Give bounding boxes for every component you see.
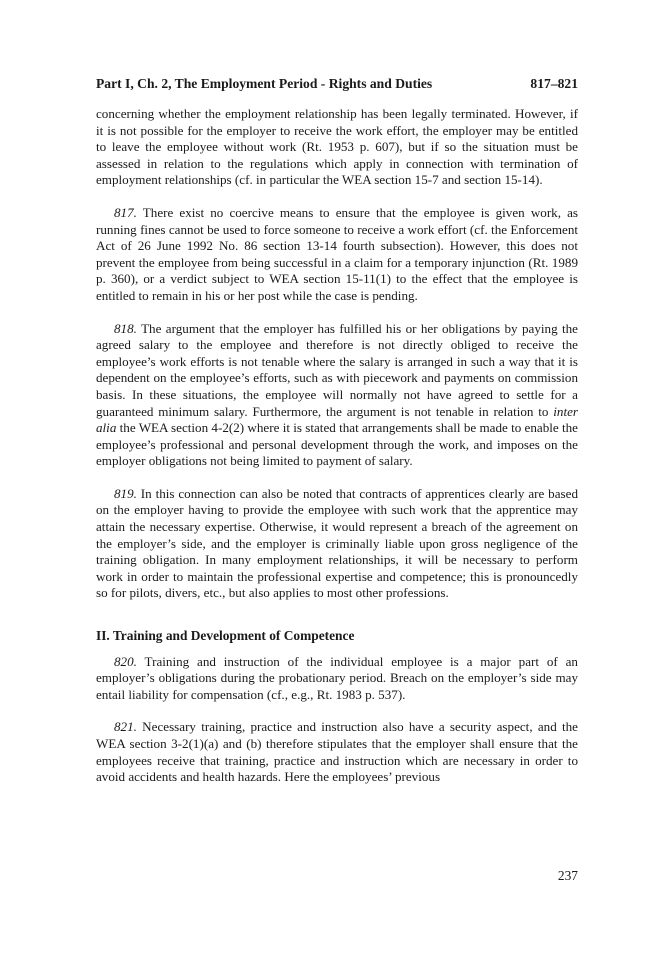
paragraph-number: 818. [114,320,137,336]
body-text [96,106,578,786]
paragraph-text: In this connection can also be noted that contracts of apprentices clearly are based on the employer having to provide the employee with such work that the apprentice may attain the necessary expertise. Otherwise, it would represent a breach of the agreement on the employer’s side, and the employer is criminally liable upon gross negligence of the training obligation. In many employment relationships, it will be necessary to perform work in order to maintain the professional expertise and competence; this is pronouncedly so for pilots, divers, etc., but also applies to most other professions. [96,485,578,601]
paragraph-818 [96,321,578,470]
continued-paragraph: concerning whether the employment relationship has been legally terminated. However, if it is not possible for the employer to receive the work effort, the employer may be entitled to leave the employee without work (Rt. 1953 p. 607), but if so the situation must be assessed in relation to the regulations which apply in connection with termination of employment relationships (cf. in particular the WEA section 15-7 and section 15-14). [96,106,578,188]
paragraph-number: 817. [114,204,137,220]
running-header [96,76,578,92]
paragraph-text: Necessary training, practice and instruction also have a security aspect, and the WEA section 3-2(1)(a) and (b) therefore stipulates that the employer shall ensure that the employees receive that training, practice and instruction which are necessary in order to avoid accidents and health hazards. Here the employees’ previous [96,719,578,785]
paragraph-817 [96,205,578,305]
page-number: 237 [557,868,578,883]
paragraph-number: 819. [114,485,137,501]
paragraph-819 [96,486,578,602]
paragraph-text: There exist no coercive means to ensure that the employee is given work, as running fines cannot be used to force someone to receive a work effort (cf. the Enforcement Act of 26 June 1992 No. 86 section 13-14 fourth subsection). However, this does not prevent the employee from being successful in a claim for a temporary injunction (Rt. 1989 p. 360), or a verdict subject to WEA section 15-11(1) to the effect that the employee is entitled to remain in his or her post while the case is pending. [96,204,579,303]
paragraph-text: Training and instruction of the individual employee is a major part of an employer’s obligations during the probationary period. Breach on the employer’s side may entail liability for compensation (cf., e.g., Rt. 1983 p. 537). [96,653,578,702]
paragraph-820 [96,654,578,704]
paragraph-number: 821. [114,719,137,735]
header-paragraph-range: 817–821 [530,76,578,91]
header-title: Part I, Ch. 2, The Employment Period - Rights and Duties [96,76,433,91]
paragraph-821 [96,719,578,785]
paragraph-text: The argument that the employer has fulfilled his or her obligations by paying the agreed salary to the employee and therefore is not directly obliged to receive the employee’s work efforts is not tenable where the salary is arranged in such a way that it is dependent on the employee’s efforts, such as with piecework and payments on commission basis. In these situations, the employee will normally not have agreed to settle for a guaranteed minimum salary. Furthermore, the argument is not tenable in relation to [96,320,578,419]
section-heading: II. Training and Development of Competence [96,628,355,644]
paragraph-text-continued: the WEA section 4-2(2) where it is stated that arrangements shall be made to enable the employee’s professional and personal development through the work, and imposes on the employer obligations not being limited to payment of salary. [96,420,578,469]
emphasis-latin-phrase: inter alia [96,403,578,436]
paragraph-number: 820. [114,653,137,669]
